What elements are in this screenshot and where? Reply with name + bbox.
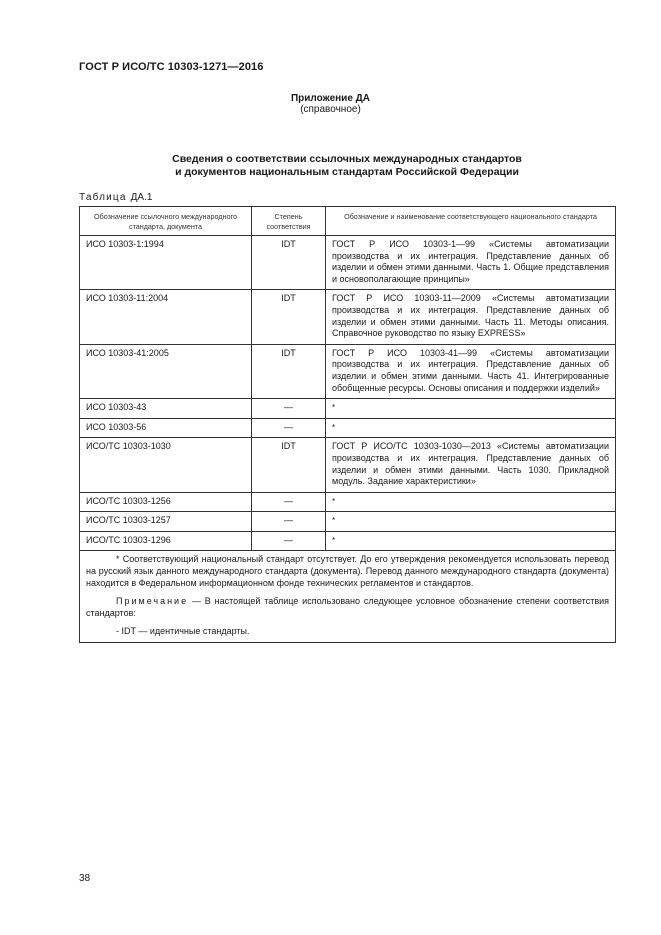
- cell-degree: IDT: [252, 344, 326, 398]
- cell-degree: IDT: [252, 290, 326, 344]
- cell-doc: ИСО/ТС 10303-1257: [80, 512, 252, 532]
- cell-doc: ИСО 10303-11:2004: [80, 290, 252, 344]
- cell-degree: —: [252, 418, 326, 438]
- cell-national: ГОСТ Р ИСО 10303-1—99 «Системы автоматизации производства и их интеграция. Представление данных об изделии и обмен этими данными. Часть 1. Общие представления и основополагающие принципы»: [326, 236, 616, 290]
- note-text: — В настоящей таблице использовано следующее условное обозначение степени соответствия стандартов:: [86, 596, 609, 618]
- cell-doc: ИСО/ТС 10303-1296: [80, 531, 252, 551]
- table-row: [80, 399, 616, 419]
- annex-title: Приложение ДА: [290, 93, 371, 104]
- table-row: [80, 438, 616, 492]
- table-footer: [80, 551, 616, 643]
- table-row: [80, 531, 616, 551]
- correspondence-table: [79, 206, 616, 643]
- cell-national: *: [326, 399, 616, 419]
- table-row: [80, 418, 616, 438]
- cell-doc: ИСО 10303-41:2005: [80, 344, 252, 398]
- cell-national: *: [326, 512, 616, 532]
- document-header: ГОСТ Р ИСО/ТС 10303-1271—2016: [79, 61, 264, 73]
- annex-subtitle: (справочное): [300, 104, 361, 115]
- cell-degree: IDT: [252, 438, 326, 492]
- note-label: Примечание: [116, 596, 189, 607]
- note-item: - IDT — идентичные стандарты.: [116, 626, 250, 637]
- cell-national: *: [326, 418, 616, 438]
- table-row: [80, 236, 616, 290]
- page-number: 38: [79, 873, 91, 884]
- table-row: [80, 512, 616, 532]
- cell-degree: —: [252, 399, 326, 419]
- cell-doc: ИСО 10303-56: [80, 418, 252, 438]
- cell-doc: ИСО 10303-1:1994: [80, 236, 252, 290]
- cell-national: ГОСТ Р ИСО 10303-41—99 «Системы автоматизации производства и их интеграция. Представление данных об изделии и обмен этими данными. Часть 41. Интегрированные обобщенные ресурсы. Основы описания и поддержки изделий»: [326, 344, 616, 398]
- section-title-line-1: Сведения о соответствии ссылочных международных стандартов: [172, 153, 522, 165]
- section-title-line-2: и документов национальным стандартам Российской Федерации: [175, 166, 519, 178]
- footnote: * Соответствующий национальный стандарт отсутствует. До его утверждения рекомендуется использовать перевод на русский язык данного международного стандарта (документа). Перевод данного международного стандарта (документа) находится в Федеральном информационном фонде технических регламентов и стандартов.: [86, 554, 609, 588]
- cell-degree: —: [252, 492, 326, 512]
- column-header-doc: Обозначение ссылочного международного стандарта, документа: [80, 207, 252, 236]
- cell-national: *: [326, 492, 616, 512]
- cell-degree: —: [252, 512, 326, 532]
- cell-doc: ИСО/ТС 10303-1256: [80, 492, 252, 512]
- table-row: [80, 344, 616, 398]
- table-row: [80, 290, 616, 344]
- cell-degree: IDT: [252, 236, 326, 290]
- cell-doc: ИСО 10303-43: [80, 399, 252, 419]
- table-row: [80, 492, 616, 512]
- table-caption: [79, 192, 152, 203]
- note: [86, 596, 609, 619]
- cell-degree: —: [252, 531, 326, 551]
- table-caption-label: Таблица: [79, 192, 127, 203]
- cell-national: ГОСТ Р ИСО/ТС 10303-1030—2013 «Системы автоматизации производства и их интеграция. Представление данных об изделии и обмен этими данными. Часть 1030. Прикладной модуль. Задание характеристики»: [326, 438, 616, 492]
- cell-doc: ИСО/ТС 10303-1030: [80, 438, 252, 492]
- table-caption-number: ДА.1: [130, 192, 153, 203]
- cell-national: ГОСТ Р ИСО 10303-11—2009 «Системы автоматизации производства и их интеграция. Представление данных об изделии и обмен этими данными. Часть 11. Методы описания. Справочное руководство по языку EXPRESS»: [326, 290, 616, 344]
- column-header-national: Обозначение и наименование соответствующего национального стандарта: [326, 207, 616, 236]
- table-header-row: [80, 207, 616, 236]
- column-header-degree: Степень соответствия: [252, 207, 326, 236]
- table-footer-row: [80, 551, 616, 643]
- cell-national: *: [326, 531, 616, 551]
